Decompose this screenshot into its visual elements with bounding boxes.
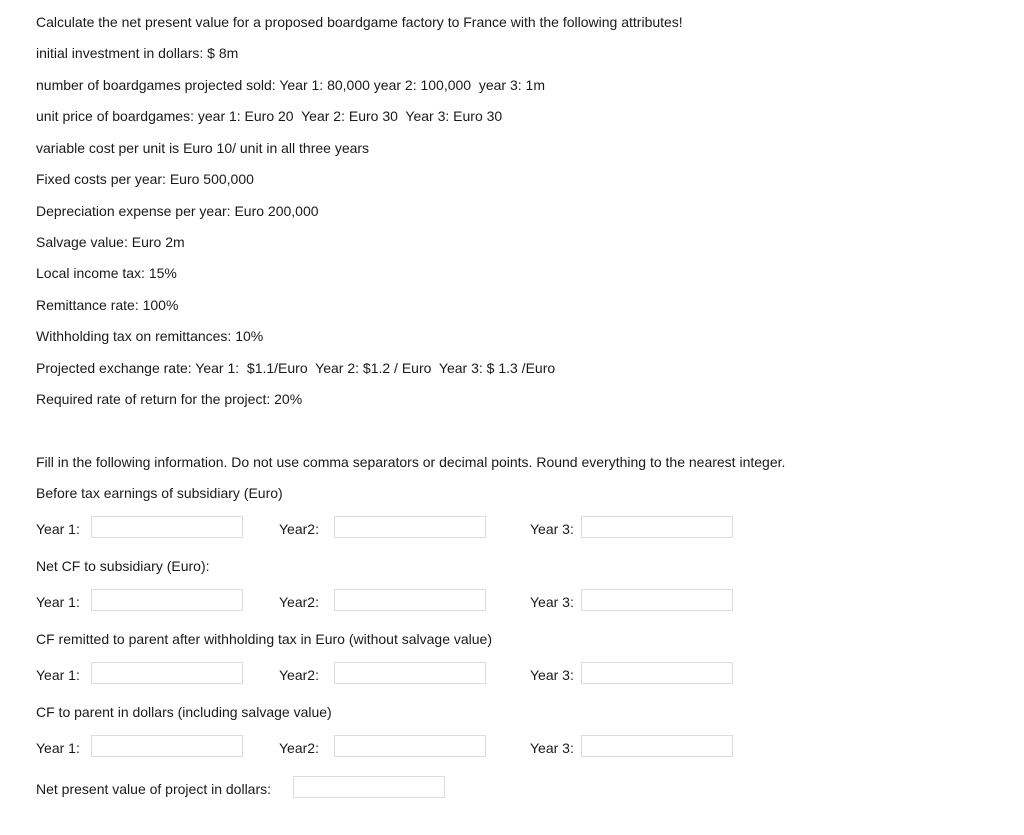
- cf-parent-dollars-row: [0, 735, 1024, 761]
- attr-variable-cost: variable cost per unit is Euro 10/ unit in all three years: [36, 140, 370, 156]
- year3-label: Year 3:: [530, 740, 574, 756]
- net-cf-subsidiary-row: [0, 589, 1024, 615]
- net-cf-subsidiary-year2-input[interactable]: [334, 589, 486, 611]
- attr-income-tax: Local income tax: 15%: [36, 265, 177, 281]
- npv-input[interactable]: [293, 776, 445, 798]
- attr-salvage-value: Salvage value: Euro 2m: [36, 234, 185, 250]
- year2-label: Year2:: [279, 521, 319, 537]
- attr-initial-investment: initial investment in dollars: $ 8m: [36, 45, 239, 61]
- year1-label: Year 1:: [36, 740, 80, 756]
- cf-parent-dollars-year2-input[interactable]: [334, 735, 486, 757]
- npv-row: [0, 776, 1024, 802]
- cf-parent-dollars-year3-input[interactable]: [581, 735, 733, 757]
- attr-depreciation: Depreciation expense per year: Euro 200,000: [36, 203, 319, 219]
- form-instructions: Fill in the following information. Do not use comma separators or decimal points. Round everything to the nearest integer.: [36, 454, 786, 470]
- year3-label: Year 3:: [530, 667, 574, 683]
- year3-label: Year 3:: [530, 521, 574, 537]
- year2-label: Year2:: [279, 740, 319, 756]
- question-intro: Calculate the net present value for a proposed boardgame factory to France with the following attributes!: [36, 14, 683, 30]
- net-cf-subsidiary-year1-input[interactable]: [91, 589, 243, 611]
- before-tax-earnings-row: [0, 516, 1024, 542]
- year2-label: Year2:: [279, 667, 319, 683]
- attr-withholding-tax: Withholding tax on remittances: 10%: [36, 328, 264, 344]
- before-tax-earnings-year3-input[interactable]: [581, 516, 733, 538]
- year2-label: Year2:: [279, 594, 319, 610]
- attr-required-return: Required rate of return for the project: 20%: [36, 391, 303, 407]
- net-cf-subsidiary-year3-input[interactable]: [581, 589, 733, 611]
- before-tax-earnings-year2-input[interactable]: [334, 516, 486, 538]
- year1-label: Year 1:: [36, 667, 80, 683]
- attr-exchange-rate: Projected exchange rate: Year 1: $1.1/Euro Year 2: $1.2 / Euro Year 3: $ 1.3 /Euro: [36, 360, 556, 376]
- section-heading-cf-remitted: CF remitted to parent after withholding tax in Euro (without salvage value): [36, 631, 493, 647]
- year3-label: Year 3:: [530, 594, 574, 610]
- section-heading-net-cf-subsidiary: Net CF to subsidiary (Euro):: [36, 558, 210, 574]
- attr-remittance-rate: Remittance rate: 100%: [36, 297, 179, 313]
- cf-remitted-year3-input[interactable]: [581, 662, 733, 684]
- year1-label: Year 1:: [36, 594, 80, 610]
- section-heading-cf-parent-dollars: CF to parent in dollars (including salvage value): [36, 704, 332, 720]
- year1-label: Year 1:: [36, 521, 80, 537]
- section-heading-before-tax-earnings: Before tax earnings of subsidiary (Euro): [36, 485, 283, 501]
- before-tax-earnings-year1-input[interactable]: [91, 516, 243, 538]
- attr-units-sold: number of boardgames projected sold: Year 1: 80,000 year 2: 100,000 year 3: 1m: [36, 77, 545, 93]
- cf-remitted-year2-input[interactable]: [334, 662, 486, 684]
- cf-remitted-row: [0, 662, 1024, 688]
- cf-remitted-year1-input[interactable]: [91, 662, 243, 684]
- npv-label: Net present value of project in dollars:: [36, 781, 272, 797]
- cf-parent-dollars-year1-input[interactable]: [91, 735, 243, 757]
- attr-unit-price: unit price of boardgames: year 1: Euro 20 Year 2: Euro 30 Year 3: Euro 30: [36, 108, 503, 124]
- attr-fixed-costs: Fixed costs per year: Euro 500,000: [36, 171, 254, 187]
